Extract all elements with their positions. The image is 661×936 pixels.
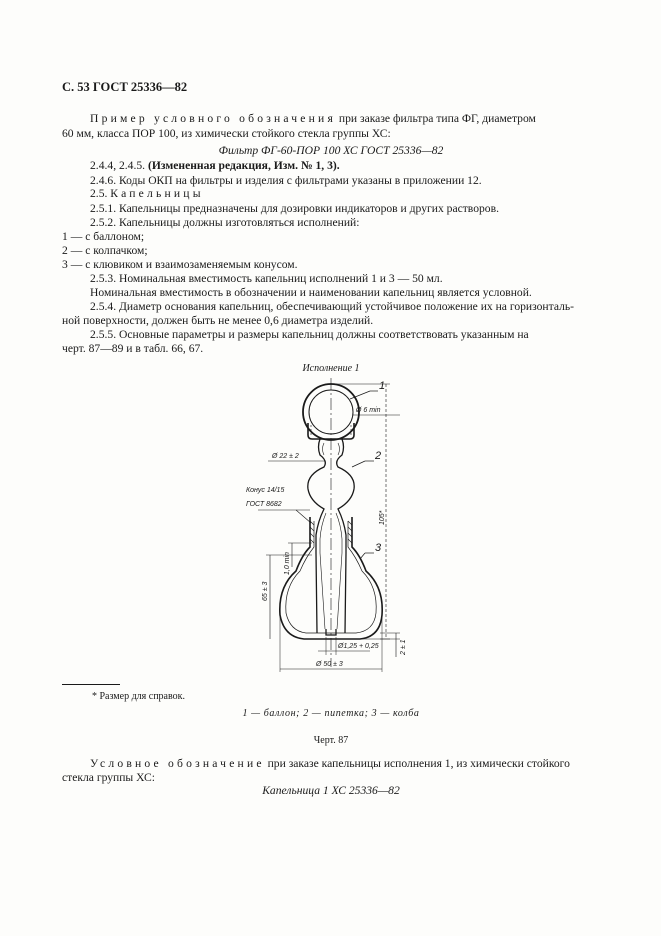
para-2-5-5-line2: черт. 87—89 и в табл. 66, 67. xyxy=(62,342,204,355)
designation-2: Капельница 1 ХС 25336—82 xyxy=(262,784,400,797)
example-2-rest: при заказе капельницы исполнения 1, из химически стойкого xyxy=(264,757,570,770)
amendment-note: (Измененная редакция, Изм. № 1, 3). xyxy=(147,159,340,172)
footnote: * Размер для справок. xyxy=(92,691,185,702)
example-1-lead: Пример условного обозначения xyxy=(90,112,336,125)
variant-3: 3 — с клювиком и взаимозаменяемым конусом. xyxy=(62,258,298,271)
footnote-rule xyxy=(62,684,120,685)
para-2-5-2: 2.5.2. Капельницы должны изготовляться исполнений: xyxy=(90,216,360,229)
variant-2: 2 — с колпачком; xyxy=(62,244,148,257)
example-1-line1 xyxy=(62,111,600,126)
variant-1: 1 — с баллоном; xyxy=(62,230,145,243)
para-2-4-4 xyxy=(62,158,600,173)
section-2-5 xyxy=(62,186,600,201)
dim-height-65: 65 ± 3 xyxy=(262,581,269,601)
para-2-5-3: 2.5.3. Номинальная вместимость капельниц исполнений 1 и 3 — 50 мл. xyxy=(90,272,443,285)
para-2-5-1: 2.5.1. Капельницы предназначены для дозировки индикаторов и других растворов. xyxy=(90,202,499,215)
para-2-4-6: 2.4.6. Коды ОКП на фильтры и изделия с фильтрами указаны в приложении 12. xyxy=(90,174,482,187)
example-1-line2: 60 мм, класса ПОР 100, из химически стойкого стекла группы ХС: xyxy=(62,127,391,140)
figure-caption: Черт. 87 xyxy=(313,735,349,746)
dim-wall: 1,0 min xyxy=(284,552,291,575)
leader-label-2: 2 xyxy=(375,450,382,462)
example-1-rest: при заказе фильтра типа ФГ, диаметром xyxy=(336,112,536,125)
example-2-lead: Условное обозначение xyxy=(90,757,265,770)
dim-cone-2: ГОСТ 8682 xyxy=(246,501,282,508)
dim-d50: Ø 50 ± 3 xyxy=(316,661,343,668)
para-2-4-4-prefix: 2.4.4, 2.4.5. xyxy=(90,159,148,172)
bulb-outer xyxy=(303,384,359,440)
figure-title: Исполнение 1 xyxy=(302,363,360,374)
leader-label-1: 1 xyxy=(379,380,386,392)
dim-tip: Ø1,25 + 0,25 xyxy=(338,643,379,650)
dropper-drawing xyxy=(200,375,470,675)
page-header: С. 53 ГОСТ 25336—82 xyxy=(62,80,188,94)
para-2-5-4-line2: ной поверхности, должен быть не менее 0,6 диаметра изделий. xyxy=(62,314,374,327)
dim-total-height: 105* xyxy=(379,510,386,525)
dim-d-min: Ø 6 min xyxy=(356,407,381,414)
para-2-5-4-line1: 2.5.4. Диаметр основания капельниц, обеспечивающий устойчивое положение их на горизонталь- xyxy=(90,300,575,313)
figure-legend: 1 — баллон; 2 — пипетка; 3 — колба xyxy=(242,708,420,719)
dim-d22: Ø 22 ± 2 xyxy=(272,453,299,460)
designation-1: Фильтр ФГ-60-ПОР 100 ХС ГОСТ 25336—82 xyxy=(218,144,444,157)
example-2-line2: стекла группы ХС: xyxy=(62,771,155,784)
section-2-5-number: 2.5. xyxy=(90,187,111,200)
para-2-5-5-line1: 2.5.5. Основные параметры и размеры капельниц должны соответствовать указанным на xyxy=(90,328,529,341)
dim-h2: 2 ± 1 xyxy=(400,639,407,655)
section-2-5-title: Капельницы xyxy=(110,187,204,200)
dim-cone-1: Конус 14/15 xyxy=(246,487,285,494)
para-2-5-3-note: Номинальная вместимость в обозначении и наименовании капельниц является условной. xyxy=(90,286,532,299)
leader-label-3: 3 xyxy=(375,542,382,554)
